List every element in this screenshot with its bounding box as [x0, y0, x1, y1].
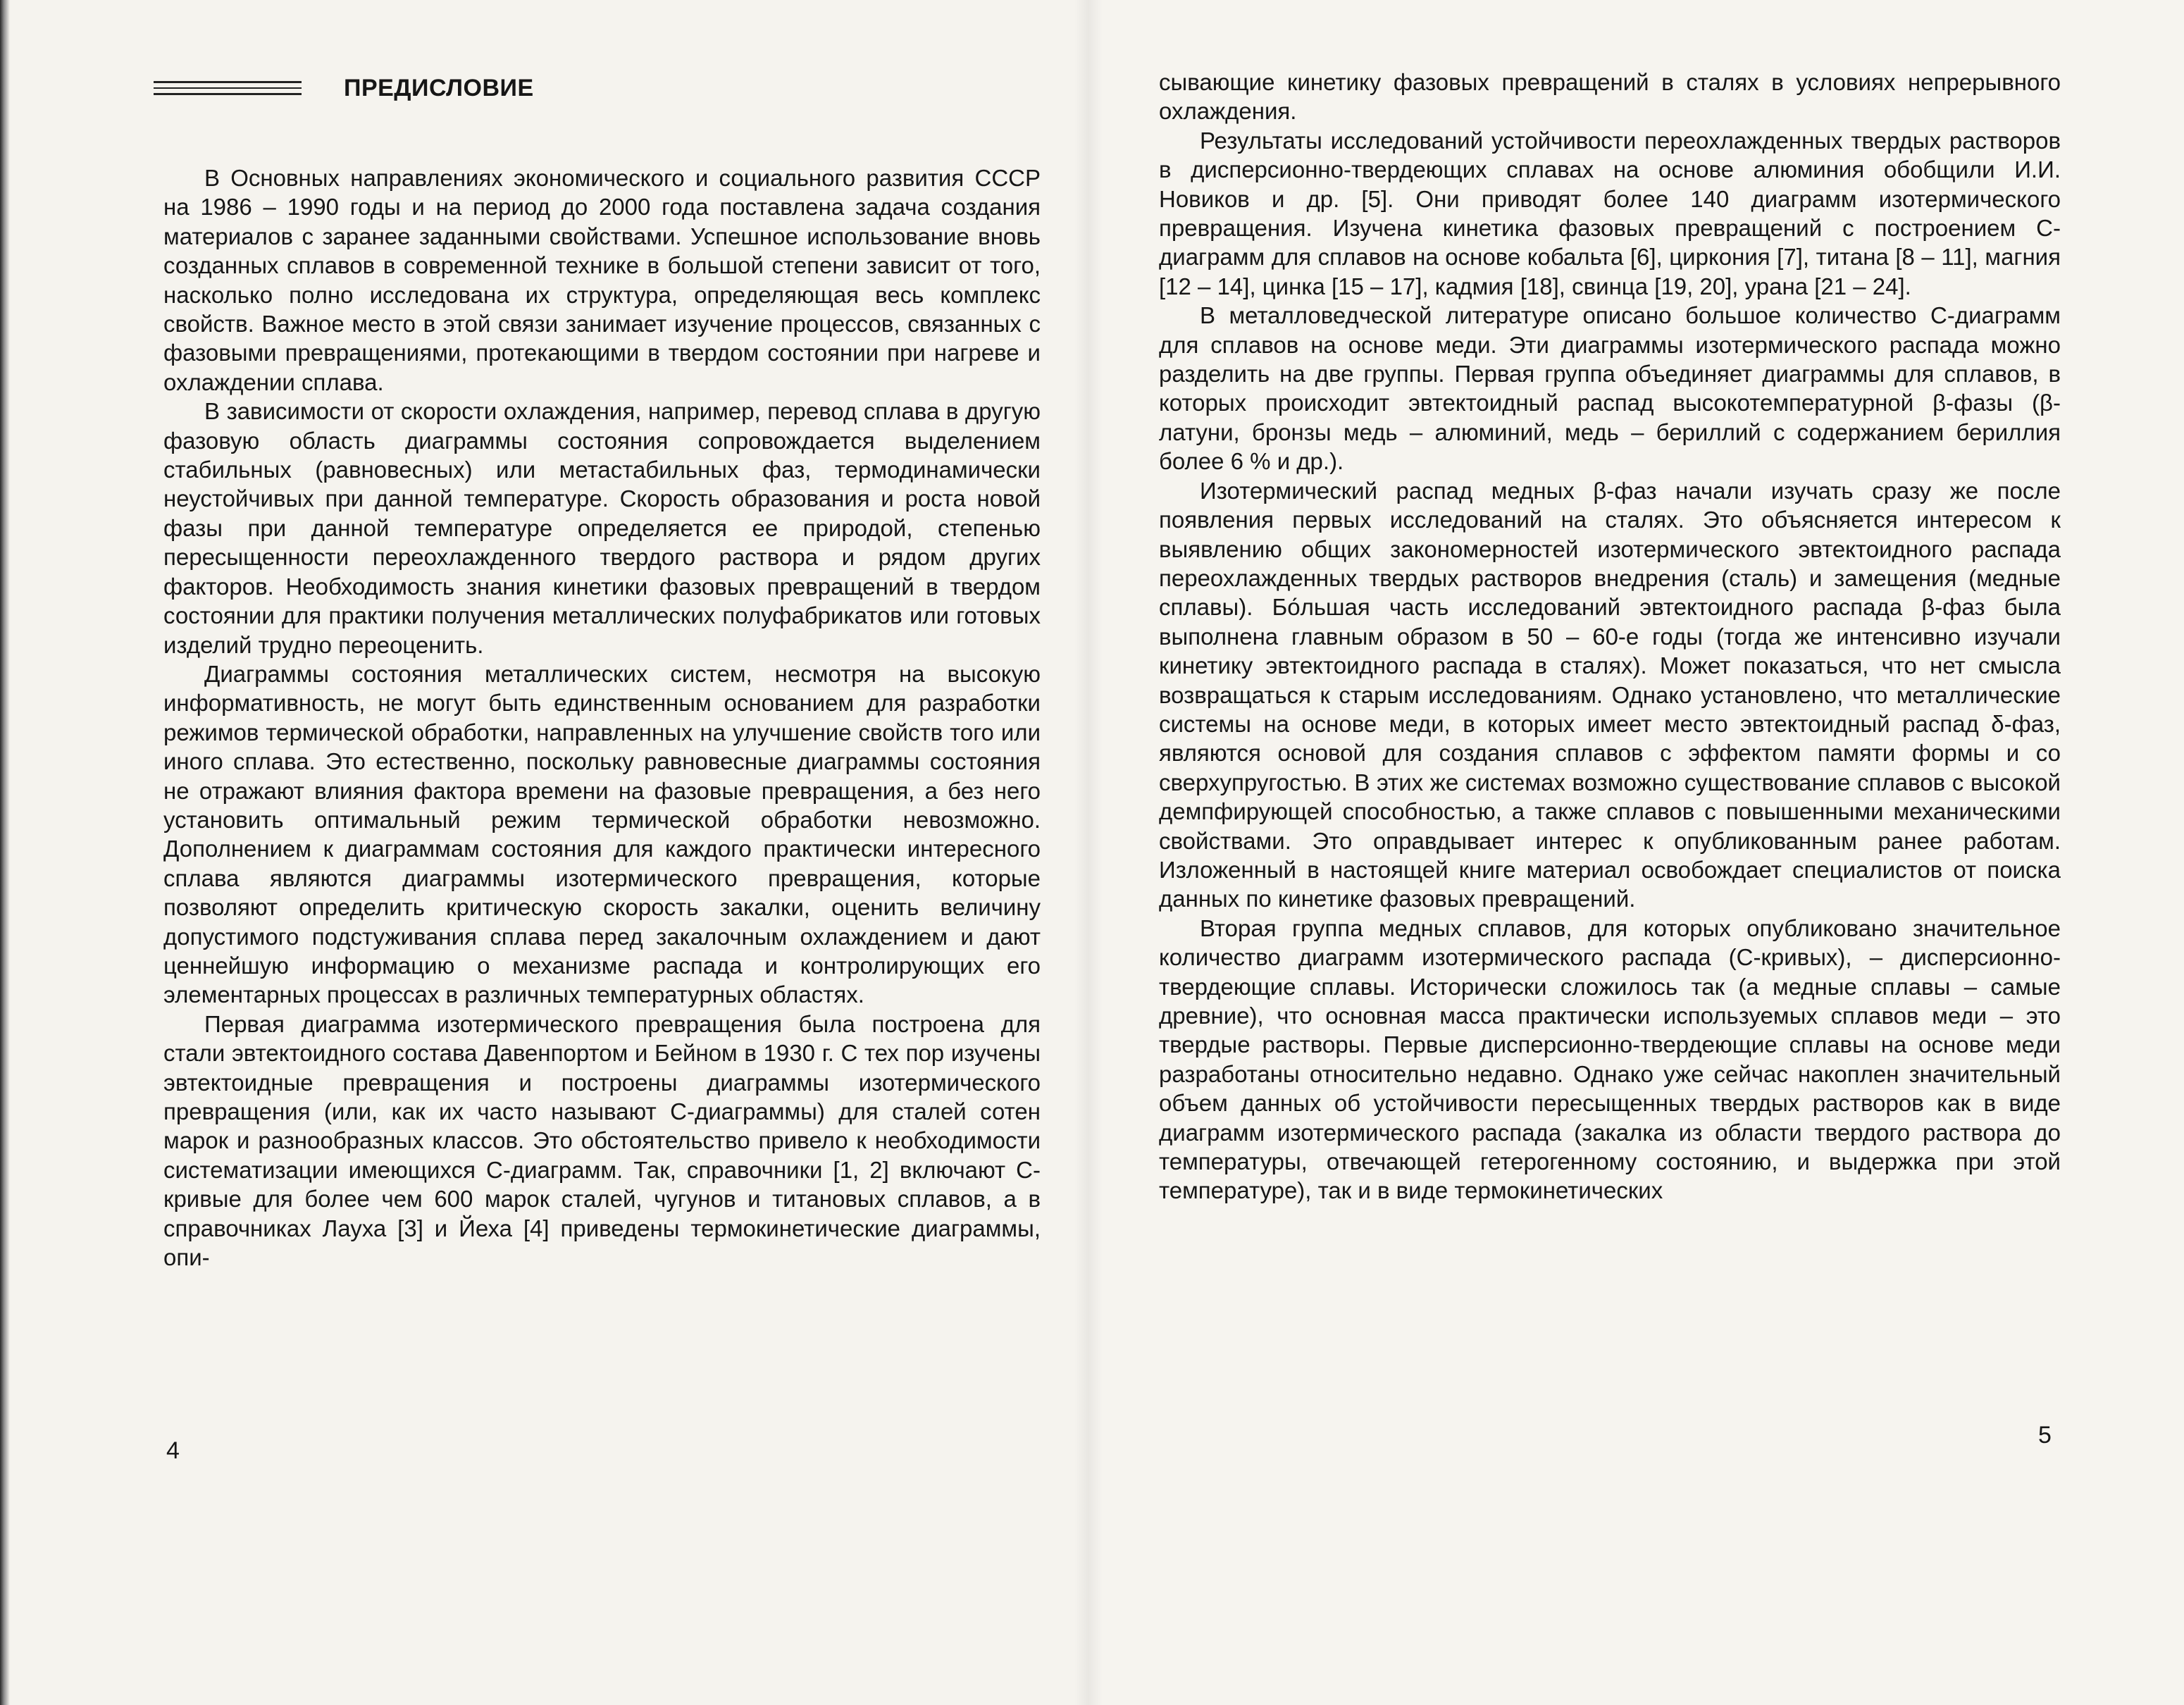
paragraph: Результаты исследований устойчивости переохлажденных твердых растворов в дисперсионно-твердеющих сплавах на основе алюминия обобщили И.И. Новиков и др. [5]. Они приводят более 140 диаграмм изотермического превращения. Изучена кинетика фазовых превращений с построением С-диаграмм для сплавов на основе кобальта [6], циркония [7], титана [8 – 11], магния [12 – 14], цинка [15 – 17], кадмия [18], свинца [19, 20], урана [21 – 24].: [1159, 127, 2061, 299]
paragraph: В металловедческой литературе описано большое количество С-диаграмм для сплавов на основе меди. Эти диаграммы изотермического распада можно разделить на две группы. Первая группа объединяет диаграммы для сплавов, в которых происходит эвтектоидный распад высокотемпературной β-фазы (β-латуни, бронзы медь – алюминий, медь – бериллий с содержанием бериллия более 6 % и др.).: [1159, 302, 2061, 475]
paragraph: Изотермический распад медных β-фаз начали изучать сразу же после появления первых исследований на сталях. Это объясняется интересом к выявлению общих закономерностей изотермического эвтектоидного распада переохлажденных твердых растворов внедрения (сталь) и замещения (медные сплавы). Бо́льшая часть исследований эвтектоидного распада β-фаз была выполнена главным образом в 50 – 60-е годы (тогда же интенсивно изучали кинетику эвтектоидного распада в сталях). Может показаться, что нет смысла возвращаться к старым исследованиям. Однако установлено, что металлические системы на основе меди, в которых имеет место эвтектоидный распад δ-фаз, являются основой для создания сплавов с эффектом памяти формы и со сверхупругостью. В этих же системах возможно существование сплавов с высокой демпфирующей способностью, а также сплавов с повышенными механическими свойствами. Это оправдывает интерес к опубликованным ранее работам. Изложенный в настоящей книге материал освобождает специалистов от поиска данных по кинетике фазовых превращений.: [1159, 477, 2061, 912]
chapter-header: [154, 70, 534, 106]
header-rules: [154, 77, 302, 99]
paragraph: Первая диаграмма изотермического превращения была построена для стали эвтектоидного состава Давенпортом и Бейном в 1930 г. С тех пор изучены эвтектоидные превращения и построены диаграммы изотермического превращения (или, как их часто называют С-диаграммы) для сталей сотен марок и разнообразных классов. Это обстоятельство привело к необходимости систематизации имеющихся С-диаграмм. Так, справочники [1, 2] включают С-кривые для более чем 600 марок сталей, чугунов и титановых сплавов, а в справочниках Лауха [3] и Йеха [4] приведены термокинетические диаграммы, опи-: [163, 1010, 1041, 1271]
page-edge-shadow: [0, 0, 10, 1705]
right-text-column: [1159, 68, 2061, 1205]
page-number-left: 4: [166, 1437, 180, 1464]
chapter-title: ПРЕДИСЛОВИЕ: [344, 74, 534, 101]
paragraph: В Основных направлениях экономического и социального развития СССР на 1986 – 1990 годы и на период до 2000 года поставлена задача создания материалов с заранее заданными свойствами. Успешное использование вновь созданных сплавов в современной технике в большой степени зависит от того, насколько полно исследована их структура, определяющая весь комплекс свойств. Важное место в этой связи занимает изучение процессов, связанных с фазовыми превращениями, протекающими в твердом состоянии при нагреве и охлаждении сплава.: [163, 165, 1041, 395]
continuation-paragraph: сывающие кинетику фазовых превращений в сталях в условиях непрерывного охлаждения.: [1159, 69, 2061, 125]
paragraph: Вторая группа медных сплавов, для которых опубликовано значительное количество диаграмм изотермического распада (С-кривых), – дисперсионно-твердеющие сплавы. Исторически сложилось так (а медные сплавы – самые древние), что основная масса практически используемых сплавов меди – это твердые растворы. Первые дисперсионно-твердеющие сплавы на основе меди разработаны относительно недавно. Однако уже сейчас накоплен значительный объем данных об устойчивости пересыщенных твердых растворов как в виде диаграмм изотермического распада (закалка из области твердого раствора до температуры, отвечающей гетерогенному состоянию, и выдержка при этой температуре), так и в виде термокинетических: [1159, 914, 2061, 1204]
paragraph: Диаграммы состояния металлических систем, несмотря на высокую информативность, не могут быть единственным основанием для разработки режимов термической обработки, направленных на улучшение свойств того или иного сплава. Это естественно, поскольку равновесные диаграммы состояния не отражают влияния фактора времени на фазовые превращения, а без него установить оптимальный режим термической обработки невозможно. Дополнением к диаграммам состояния для каждого практически интересного сплава являются диаграммы изотермического превращения, которые позволяют определить критическую скорость закалки, оценить величину допустимого подстуживания сплава перед закалочным охлаждением и дают ценнейшую информацию о механизме распада и контролирующих его элементарных процессах в различных температурных областях.: [163, 660, 1041, 1008]
book-gutter: [1074, 0, 1103, 1705]
page-number-right: 5: [2038, 1422, 2052, 1449]
left-page: [0, 0, 1088, 1705]
paragraph: В зависимости от скорости охлаждения, например, перевод сплава в другую фазовую область диаграммы состояния сопровождается выделением стабильных (равновесных) или метастабильных фаз, термодинамически неустойчивых при данной температуре. Скорость образования и роста новой фазы при данной температуре определяется ее природой, степенью пересыщенности переохлажденного твердого раствора и рядом других факторов. Необходимость знания кинетики фазовых превращений в твердом состоянии для практики получения металлических полуфабрикатов или готовых изделий трудно переоценить.: [163, 398, 1041, 658]
left-text-column: [163, 163, 1041, 1272]
